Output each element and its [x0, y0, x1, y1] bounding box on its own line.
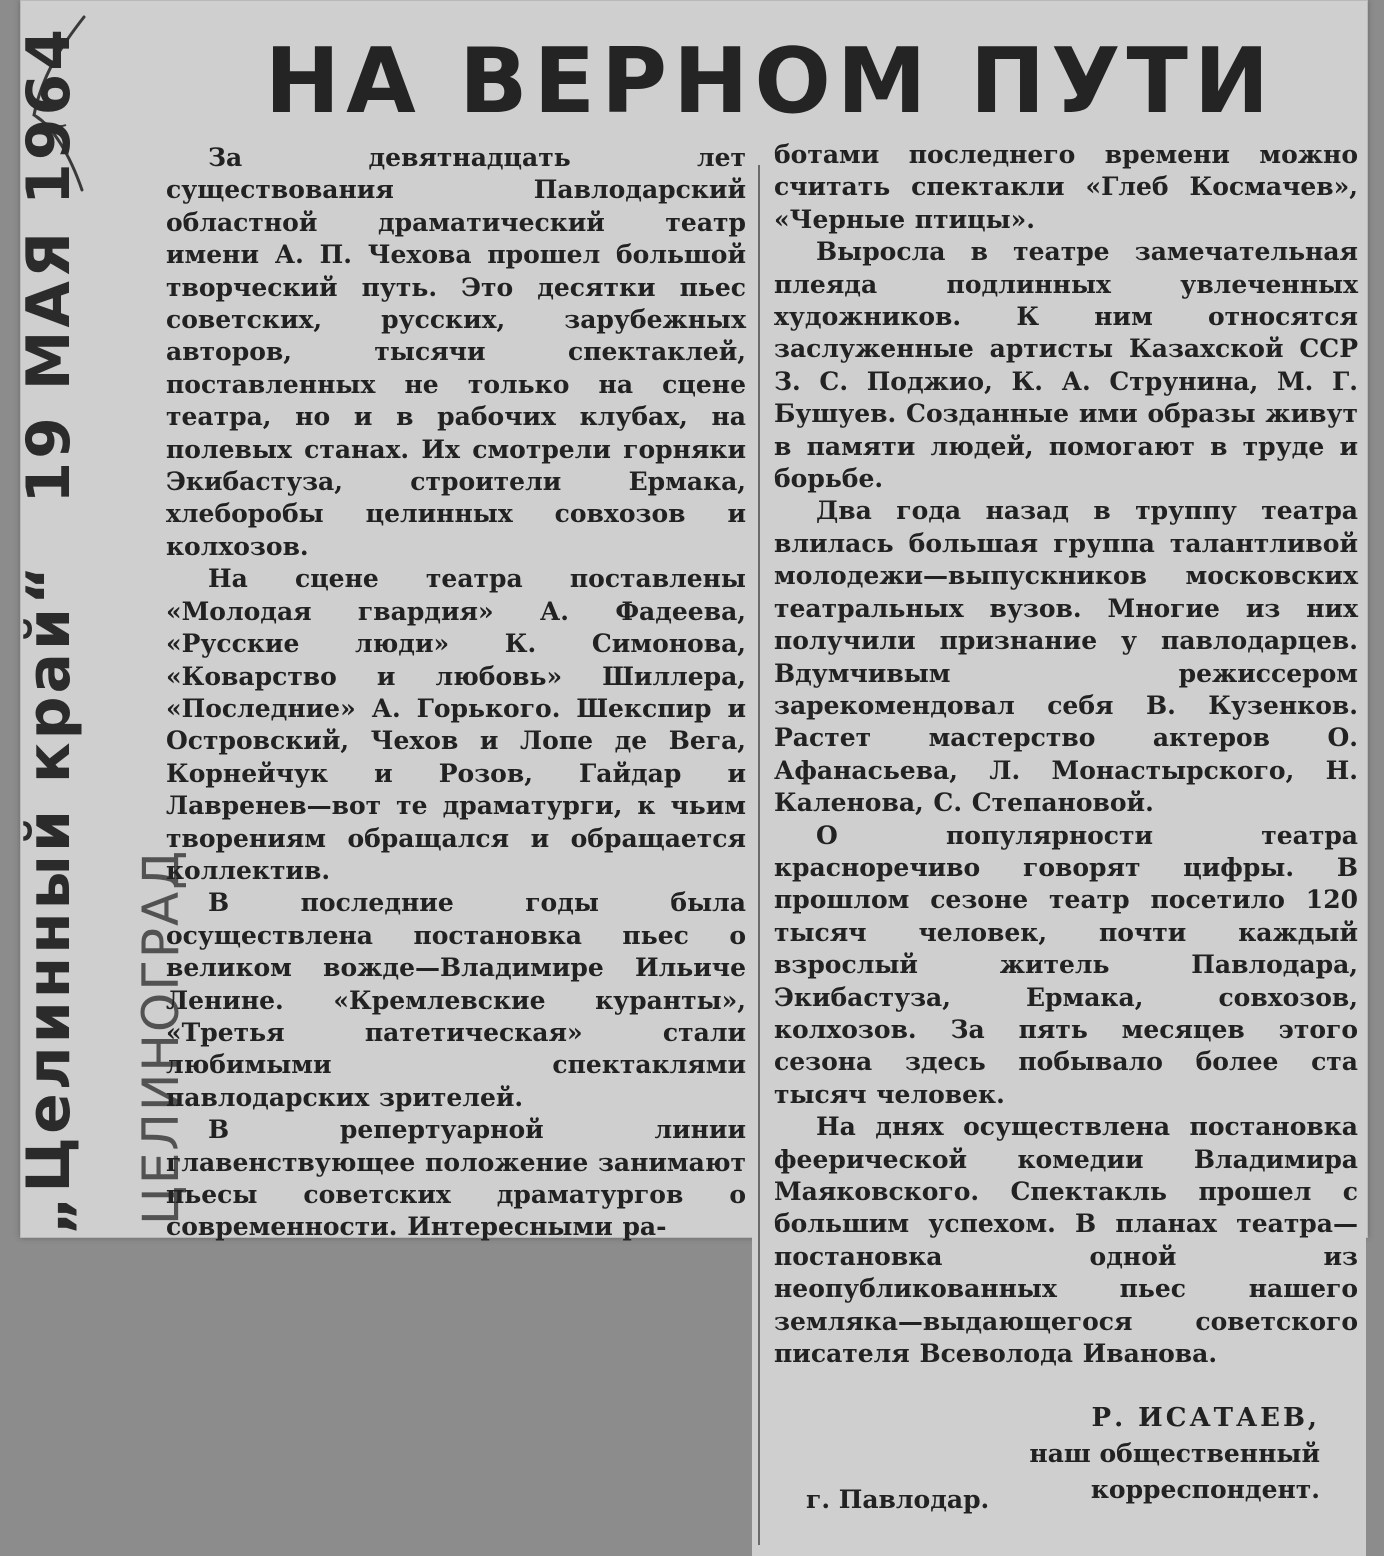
paragraph-continuation: ботами последнего времени можно считать спектакли «Глеб Космачев», «Черные птицы».	[774, 140, 1358, 234]
paragraph: Два года назад в труппу театра влилась большая группа талантливой молодежи—выпускников московских театральных вузов. Многие из них получили признание у павлодарцев. Вдумчивым режиссером зарекомендовал себя В. Кузенков. Растет мастерство актеров О. Афанасьева, Л. Монастырского, Н. Каленова, С. Степановой.	[774, 496, 1358, 818]
paragraph: За девятнадцать лет существования Павлодарский областной драматический театр имени А. П. Чехова прошел большой творческий путь. Это десятки пьес советских, русских, зарубежных авторов, тысячи спектаклей, поставленных не только на сцене театра, но и в рабочих клубах, на полевых станах. Их смотрели горняки Экибастуза, строители Ермака, хлеборобы целинных совхозов и колхозов.	[166, 143, 746, 561]
byline	[1029, 1400, 1320, 1508]
stamp-newspaper-name: „Целинный край“	[14, 562, 84, 1235]
stamp-overprint: ЦЕЛИНОГРАД	[132, 848, 190, 1225]
paragraph: Выросла в театре замечательная плеяда подлинных увлеченных художников. К ним относятся заслуженные артисты Казахской ССР З. С. Поджио, К. А. Струнина, М. Г. Бушуев. Созданные ими образы живут в памяти людей, помогают в труде и борьбе.	[774, 237, 1358, 494]
paragraph: В репертуарной линии главенствующее положение занимают пьесы советских драматургов о современности. Интересными ра-	[166, 1115, 746, 1242]
byline-place: г. Павлодар.	[806, 1485, 990, 1514]
paragraph: На сцене театра поставлены «Молодая гвардия» А. Фадеева, «Русские люди» К. Симонова, «Коварство и любовь» Шиллера, «Последние» А. Горького. Шекспир и Островский, Чехов и Лопе де Вега, Корнейчук и Розов, Гайдар и Лавренев—вот те драматурги, к чьим творениям обращался и обращается коллектив.	[166, 564, 746, 885]
article-headline: НА ВЕРНОМ ПУТИ	[264, 29, 1276, 134]
newspaper-date-stamp	[14, 26, 84, 1235]
paragraph: На днях осуществлена постановка феерической комедии Владимира Маяковского. Спектакль прошел с большим успехом. В планах театра—постановка одной из неопубликованных пьес нашего земляка—выдающегося советского писателя Всеволода Иванова.	[774, 1112, 1358, 1369]
column-divider	[758, 165, 760, 1545]
byline-role: наш общественный	[1029, 1439, 1320, 1468]
stamp-date: 19 МАЯ 1964	[14, 25, 84, 504]
article-column-2	[774, 139, 1358, 1370]
byline-author: Р. ИСАТАЕВ,	[1091, 1403, 1320, 1433]
paragraph: О популярности театра красноречиво говорят цифры. В прошлом сезоне театр посетило 120 тысяч человек, почти каждый взрослый житель Павлодара, Экибастуза, Ермака, совхозов, колхозов. За пять месяцев этого сезона здесь побывало более ста тысяч человек.	[774, 820, 1358, 1109]
byline-role: корреспондент.	[1090, 1475, 1320, 1504]
article-column-1	[166, 142, 746, 1244]
paragraph: В последние годы была осуществлена постановка пьес о великом вожде—Владимире Ильиче Ленине. «Кремлевские куранты», «Третья патетическая» стали любимыми спектаклями павлодарских зрителей.	[166, 888, 746, 1112]
